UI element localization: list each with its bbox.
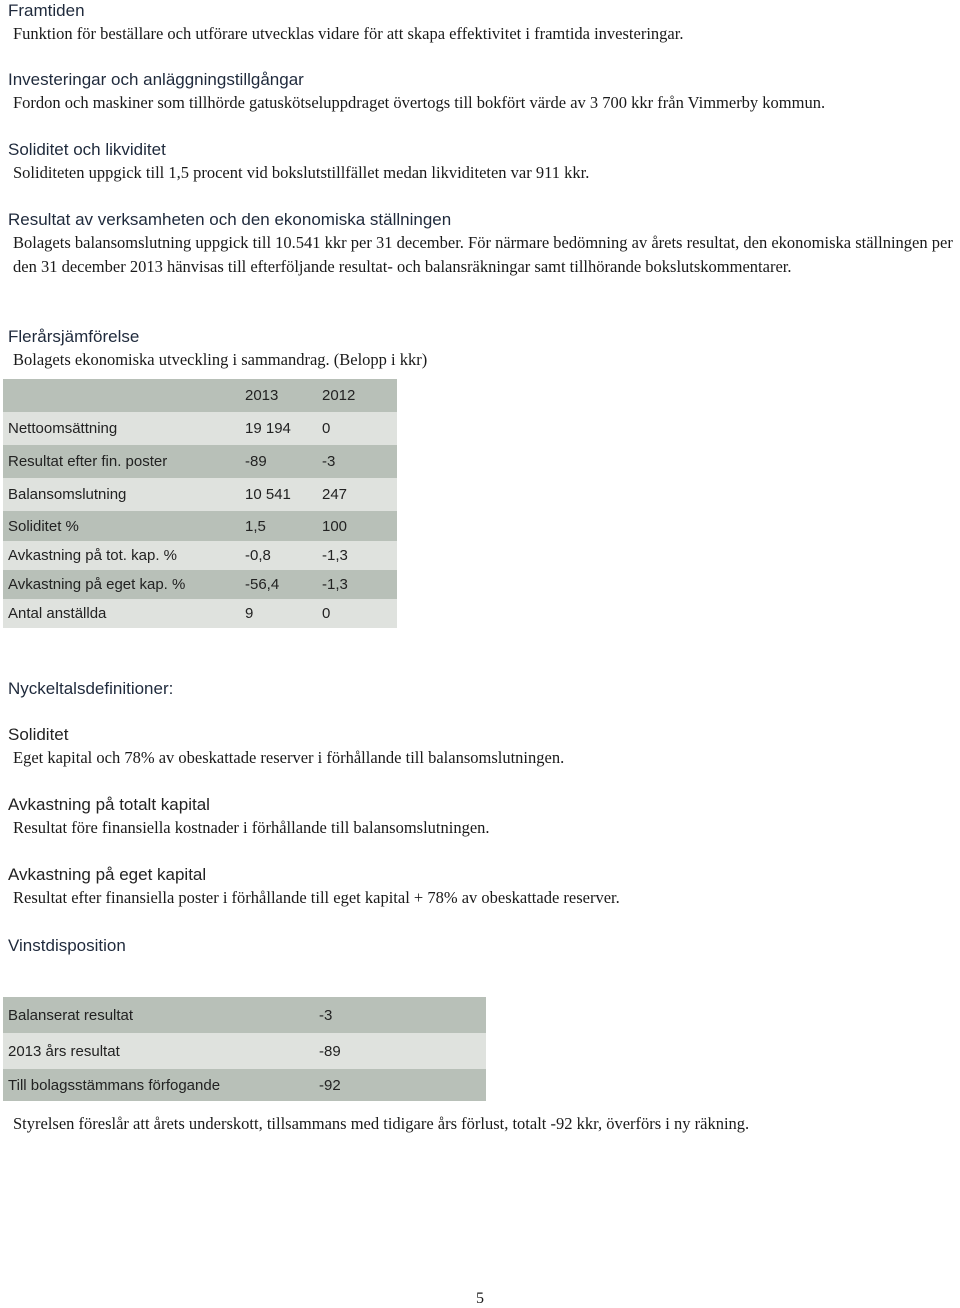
table-cell-label: 2013 års resultat bbox=[3, 1033, 314, 1069]
table-cell-value: 0 bbox=[317, 599, 397, 628]
definition-text: Eget kapital och 78% av obeskattade reserver i förhållande till balansomslutningen. bbox=[13, 748, 565, 767]
page-number: 5 bbox=[476, 1290, 484, 1307]
table-cell-value: 10 541 bbox=[240, 478, 317, 511]
table-cell-value: -1,3 bbox=[317, 570, 397, 599]
text-investeringar: Fordon och maskiner som tillhörde gatuskötseluppdraget övertogs till bokfört värde av 3 700 kkr från Vimmerby kommun. bbox=[13, 93, 826, 112]
table-cell-label: Antal anställda bbox=[3, 599, 240, 628]
vinstdisposition-statement bbox=[8, 1112, 749, 1136]
vinstdisposition-table bbox=[3, 997, 486, 1101]
section-vinstdisposition bbox=[8, 935, 126, 957]
definition-item bbox=[8, 864, 620, 910]
table-row bbox=[3, 599, 397, 628]
text-soliditet: Soliditeten uppgick till 1,5 procent vid bokslutstillfället medan likviditeten var 911 kkr. bbox=[13, 163, 590, 182]
table-row bbox=[3, 997, 486, 1033]
section-framtiden bbox=[8, 0, 683, 46]
heading-resultat: Resultat av verksamheten och den ekonomiska ställningen bbox=[8, 210, 452, 229]
heading-framtiden: Framtiden bbox=[8, 1, 85, 20]
table-cell-value: -0,8 bbox=[240, 541, 317, 570]
table-cell-label: Avkastning på eget kap. % bbox=[3, 570, 240, 599]
table-cell-label: Balansomslutning bbox=[3, 478, 240, 511]
section-soliditet bbox=[8, 139, 589, 185]
table-cell-label: Soliditet % bbox=[3, 511, 240, 541]
text-flerars: Bolagets ekonomiska utveckling i sammandrag. (Belopp i kkr) bbox=[13, 350, 428, 369]
definition-term: Soliditet bbox=[8, 725, 69, 744]
table-cell-value: -1,3 bbox=[317, 541, 397, 570]
definition-item bbox=[8, 724, 564, 770]
table-header-row bbox=[3, 379, 397, 412]
heading-investeringar: Investeringar och anläggningstillgångar bbox=[8, 70, 304, 89]
section-investeringar bbox=[8, 69, 825, 115]
section-nyckeltal bbox=[8, 678, 173, 700]
table-row bbox=[3, 478, 397, 511]
text-resultat: Bolagets balansomslutning uppgick till 10.541 kkr per 31 december. För närmare bedömning av årets resultat, den ekonomiska ställningen per den 31 december 2013 hänvisas till efterföljande resultat- och balansräkningar samt tillhörande bokslutskommentarer. bbox=[13, 233, 953, 276]
table-header-cell: 2012 bbox=[317, 379, 397, 412]
table-cell-label: Till bolagsstämmans förfogande bbox=[3, 1069, 314, 1101]
table-row bbox=[3, 1033, 486, 1069]
definition-term: Avkastning på eget kapital bbox=[8, 865, 207, 884]
table-header-cell: 2013 bbox=[240, 379, 317, 412]
table-row bbox=[3, 511, 397, 541]
heading-soliditet: Soliditet och likviditet bbox=[8, 140, 166, 159]
heading-vinstdisposition: Vinstdisposition bbox=[8, 936, 126, 955]
table-cell-label: Avkastning på tot. kap. % bbox=[3, 541, 240, 570]
table-cell-label: Nettoomsättning bbox=[3, 412, 240, 445]
section-resultat bbox=[8, 209, 958, 279]
text-framtiden: Funktion för beställare och utförare utvecklas vidare för att skapa effektivitet i framtida investeringar. bbox=[13, 24, 684, 43]
table-cell-label: Resultat efter fin. poster bbox=[3, 445, 240, 478]
table-cell-value: 1,5 bbox=[240, 511, 317, 541]
table-cell-value: 19 194 bbox=[240, 412, 317, 445]
table-cell-value: -92 bbox=[314, 1069, 486, 1101]
table-cell-value: -56,4 bbox=[240, 570, 317, 599]
table-cell-value: -3 bbox=[314, 997, 486, 1033]
table-cell-value: 100 bbox=[317, 511, 397, 541]
definition-text: Resultat efter finansiella poster i förhållande till eget kapital + 78% av obeskattade reserver. bbox=[13, 888, 620, 907]
definition-term: Avkastning på totalt kapital bbox=[8, 795, 210, 814]
definition-text: Resultat före finansiella kostnader i förhållande till balansomslutningen. bbox=[13, 818, 490, 837]
table-row bbox=[3, 412, 397, 445]
table-cell-value: 0 bbox=[317, 412, 397, 445]
section-flerars bbox=[8, 326, 427, 372]
heading-nyckeltal: Nyckeltalsdefinitioner: bbox=[8, 679, 174, 698]
table-cell-value: -89 bbox=[240, 445, 317, 478]
table-row bbox=[3, 1069, 486, 1101]
text-vinstdisposition: Styrelsen föreslår att årets underskott, tillsammans med tidigare års förlust, totalt -92 kkr, överförs i ny räkning. bbox=[13, 1114, 750, 1133]
table-row bbox=[3, 445, 397, 478]
table-row bbox=[3, 541, 397, 570]
table-cell-value: 247 bbox=[317, 478, 397, 511]
table-header-cell bbox=[3, 379, 240, 412]
table-row bbox=[3, 570, 397, 599]
flerars-table bbox=[3, 379, 397, 628]
heading-flerars: Flerårsjämförelse bbox=[8, 327, 140, 346]
definition-item bbox=[8, 794, 490, 840]
table-cell-value: 9 bbox=[240, 599, 317, 628]
table-cell-value: -3 bbox=[317, 445, 397, 478]
table-cell-label: Balanserat resultat bbox=[3, 997, 314, 1033]
table-cell-value: -89 bbox=[314, 1033, 486, 1069]
